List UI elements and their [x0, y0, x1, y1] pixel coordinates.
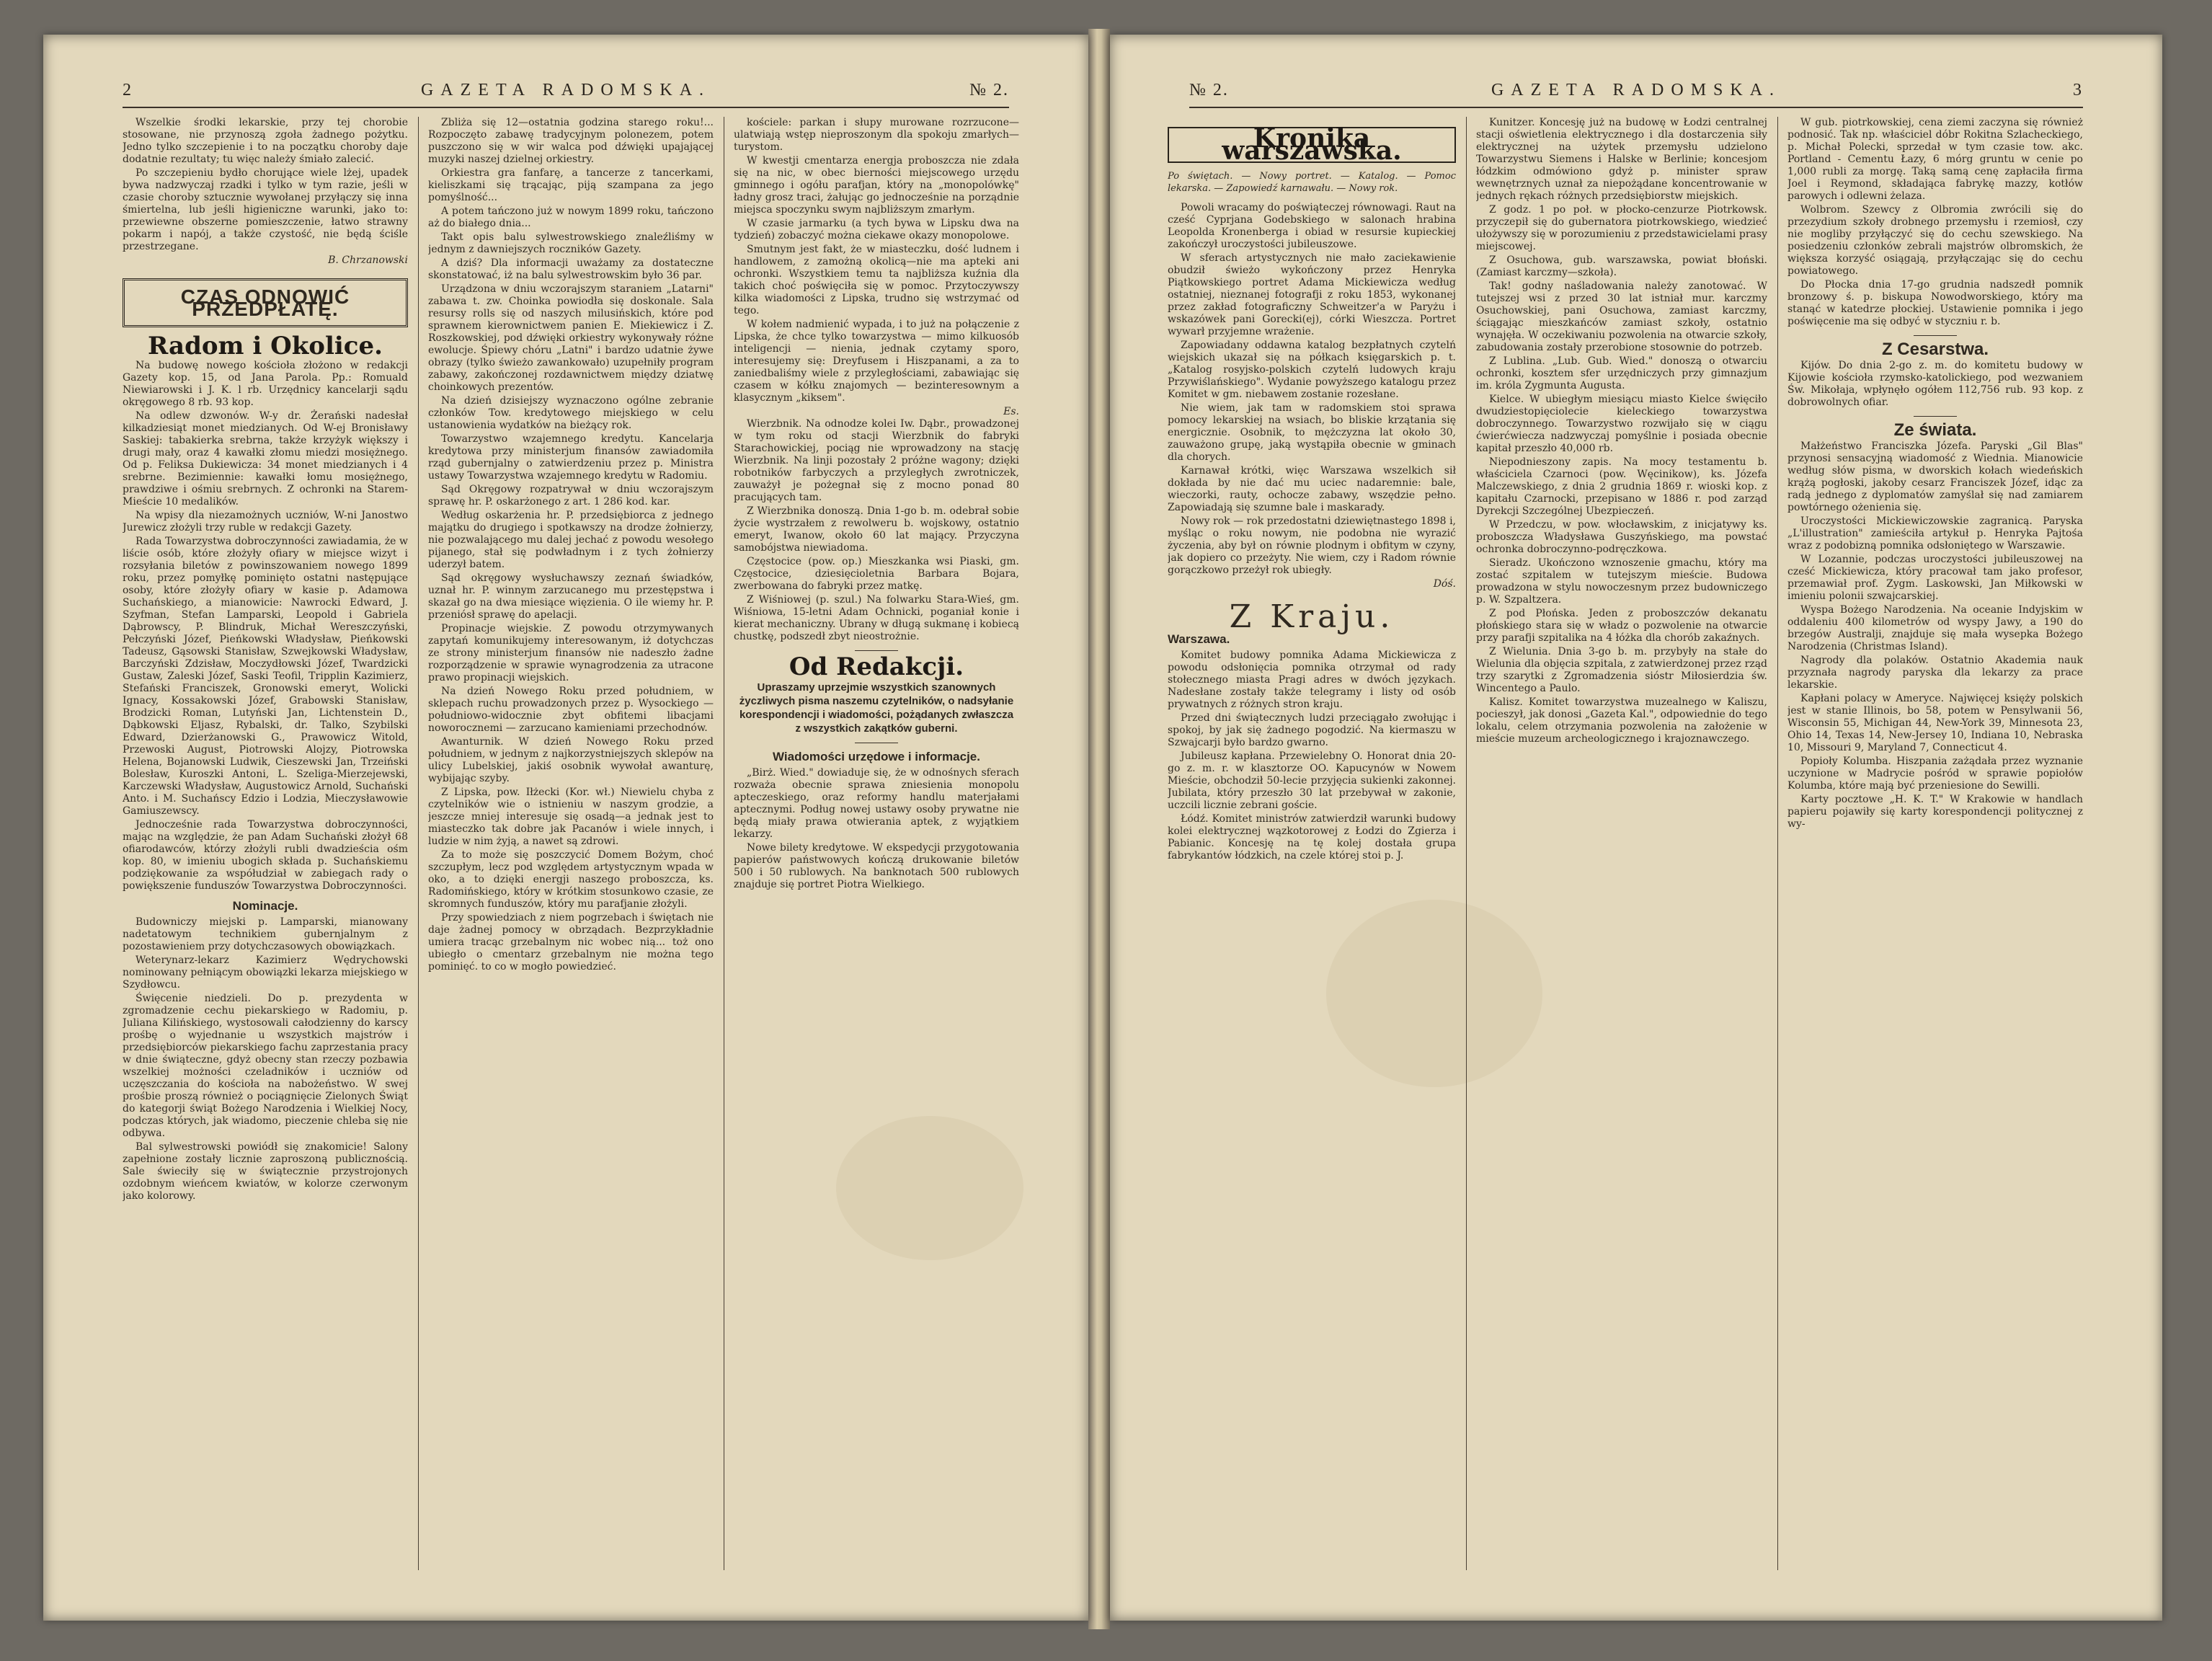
paragraph: Kijów. Do dnia 2-go z. m. do komitetu budowy w Kijowie kościoła rzymsko-katolickiego, pod wezwaniem Św. Mikołaja, wpłynęło ogółem 112,756 rub. 93 kop. z dobrowolnych ofiar. — [1787, 360, 2083, 408]
paragraph: Jubileusz kapłana. Przewielebny O. Honorat dnia 20-go z. m. r. w klasztorze OO. Kapucynów w Nowem Mieście, obchodził 50-lecie przyjęcia sukienki zakonnej. Jubilata, który przeszło 30 lat przebywał w zakonie, uczcili licznie zebrani goście. — [1168, 750, 1456, 811]
column-2 — [1476, 117, 1767, 1577]
paragraph: Sąd Okręgowy rozpatrywał w dniu wczorajszym sprawę hr. P. oskarżonego z art. 1 286 kod. kar. — [428, 484, 714, 508]
column-3 — [1787, 117, 2083, 1577]
paragraph: Tak! godny naśladowania należy zanotować. W tutejszej wsi z przed 30 lat istniał mur. karczmy Osuchowskiej, pani Osuchowa, zamiast karczmy, ściągając mieszkańców zamiast szkoły, ostatnio wynajęła. W oczekiwaniu pozwolenia na otwarcie szkoły, zabudowania zostały przerobione stosownie do potrzeb. — [1476, 280, 1767, 353]
paragraph: Z Wielunia. Dnia 3-go b. m. przybyły na stałe do Wielunia dla objęcia szpitala, z zatwierdzonej przez rząd trzy szarytki z Zgromadzenia sióstr Miłosierdzia św. Wincentego a Paulo. — [1476, 646, 1767, 694]
paragraph: Do Płocka dnia 17-go grudnia nadszedł pomnik bronzowy ś. p. biskupa Nowodworskiego, który ma stanąć w katedrze płockiej. Ustawienie pomnika i jego poświęcenie ma się odbyć w styczniu r. b. — [1787, 279, 2083, 327]
paragraph: Kunitzer. Koncesję już na budowę w Łodzi centralnej stacji oświetlenia elektrycznego i dla dostarczenia siły elektrycznej na użytek przemysłu udzielono Towarzystwu Siemens i Halske w Berlinie; koncesjom łódzkim odmówiono gdyż p. minister spraw wewnętrznych uznał za niepożądane koncentrowanie w jednych rękach różnych przedsiębiorstw miejskich. — [1476, 117, 1767, 202]
paragraph: Z Lipska, pow. Iłżecki (Kor. wł.) Niewielu chyba z czytelników wie o istnieniu w naszym grodzie, a jeszcze mniej interesuje się osadą—a jednak jest to miasteczko tak dobre jak Pacanów i wiele innych, i ludzie w nim żyją, a nawet są zdrowi. — [428, 787, 714, 847]
column-rule — [418, 117, 419, 1570]
running-head-left — [123, 78, 1009, 108]
column-2 — [428, 117, 714, 1577]
paragraph: Wszelkie środki lekarskie, przy tej chorobie stosowane, nie przynoszą zgoła żadnego pożytku. Jedno tylko szczepienie i to na początku choroby daje dodatnie rezultaty; tu więc należy śmiało zalecić. — [123, 117, 408, 165]
signature: Dóś. — [1433, 578, 1456, 590]
paragraph: Powoli wracamy do poświąteczej równowagi. Raut na cześć Cyprjana Godebskiego w salonach hrabina Leopolda Kronenberga i obiad w resursie kupieckiej zakończył uroczystości jubileuszowe. — [1168, 202, 1456, 250]
paragraph: Z godz. 1 po poł. w płocko-cenzurze Piotrkowsk. przyczepił się do gubernatora piotrkowskiego, wiedzieć ułożywszy się w porozumieniu z przedstawicielami prasy miejscowej. — [1476, 204, 1767, 252]
paragraph: W Przedczu, w pow. włocławskim, z inicjatywy ks. proboszcza Władysława Guszyńskiego, ma powstać ochronka dobroczynno-podręczkowa. — [1476, 519, 1767, 555]
section-heading-kronika: Kronika warszawska. — [1168, 127, 1456, 163]
paragraph: Karnawał krótki, więc Warszawa wszelkich sił dokłada by nie dać mu uciec nadaremnie: bale, wieczorki, rauty, ochocze zabawy, wszędzie pełno. Zapowiadają się szumne bale i maskarady. — [1168, 465, 1456, 513]
section-heading-kraj: Z Kraju. — [1229, 598, 1395, 635]
page-right — [1110, 35, 2162, 1621]
paragraph: Z Wierzbnika donoszą. Dnia 1-go b. m. odebrał sobie życie wystrzałem z rewolweru b. wojskowy, ostatnio emeryt, Iwanow, około 60 lat mający. Przyczyna samobójstwa niewiadoma. — [734, 505, 1019, 554]
section-heading-cesarstwo: Z Cesarstwa. — [1881, 340, 1989, 359]
paragraph: Z pod Płońska. Jeden z proboszczów dekanatu płońskiego stara się w władz o pozwolenie na otwarcie przy parafji szpitalika na 4 łóżka dla chorób zakaźnych. — [1476, 608, 1767, 644]
paragraph: Popioły Kolumba. Hiszpania zażądała przez wyznanie uczynione w Madrycie pośród w sprawie popiołów Kolumba, które mają być przeniesione do Sewilli. — [1787, 756, 2083, 792]
paragraph: Z Wiśniowej (p. szul.) Na folwarku Stara-Wieś, gm. Wiśniowa, 15-letni Adam Ochnicki, poganiał konie i kierat mechaniczny. Ubrany w długą sukmanę i kobiecą chustkę, podszedł zbyt nieostrożnie. — [734, 594, 1019, 642]
paragraph: Po szczepieniu bydło chorujące wiele lżej, upadek bywa nadzwyczaj rzadki i tylko w tym razie, jeśli w czasie choroby sztucznie wywołanej przyłączy się inna śmiertelna, lub jeśli higieniczne warunki, jako to: przewiewne obszerne pomieszczenie, łatwo strawny pokarm i napój, a także czystość, nie będą ściśle przestrzegane. — [123, 167, 408, 252]
paragraph: Małżeństwo Franciszka Józefa. Paryski „Gil Blas" przynosi sensacyjną wiadomość z Wiednia. Mianowicie według słów pisma, w dworskich kołach wiedeńskich krążą pogłoski, jakoby cesarz Franciszek Józef, idąc za radą jednego z dyplomatów zamyślał się nad zamiarem powtórnego ożenienia się. — [1787, 440, 2083, 513]
editorial-notice: Upraszamy uprzejmie wszystkich szanownych życzliwych pisma naszemu czytelników, o nadsyłanie korespondencji i wiadomości, pożądanych zwłaszcza z wszystkich zakątków guberni. — [739, 681, 1014, 735]
paragraph: Łódź. Komitet ministrów zatwierdził warunki budowy kolei elektrycznej wązkotorowej z Łodzi do Zgierza i Pabianic. Koncesję na tę kolej dostała grupa fabrykantów łódzkich, na czele której stoi p. J. — [1168, 813, 1456, 861]
paragraph: Wyspa Bożego Narodzenia. Na oceanie Indyjskim w oddaleniu 400 kilometrów od wyspy Jawy, a 190 do brzegów Australji, znajduje się mała wysepka Bożego Narodzenia (Christmas Island). — [1787, 604, 2083, 652]
paragraph: Sieradz. Ukończono wznoszenie gmachu, który ma zostać szpitalem w tutejszym mieście. Budowa prowadzona w stylu nowoczesnym przez budowniczego p. W. Szpaltzera. — [1476, 557, 1767, 606]
paragraph: Jednocześnie rada Towarzystwa dobroczynności, mając na względzie, że pan Adam Suchański złożył 68 ofiarodawców, którzy złożyli rubli dwadzieścia ośm kop. 80, w imieniu ubogich składa p. Suchańskiemu podziękowanie za współudział w zabiegach rady o powiększenie funduszów Towarzystwa Dobroczynności. — [123, 819, 408, 892]
paragraph: Smutnym jest fakt, że w miasteczku, dość ludnem i handlowem, z zamożną okolicą—nie ma apteki ani ochronki. Wszystkiem temu ta najbliższa kuźnia dla takich choć poświęciła się w pomoc. Przytoczywszy kilka wiadomości z Lipska, trudno się wstrzymać od tego. — [734, 244, 1019, 316]
paragraph: Takt opis balu sylwestrowskiego znaleźliśmy w jednym z dawniejszych roczników Gazety. — [428, 231, 714, 255]
paragraph: Urządzona w dniu wczorajszym staraniem „Latarni" zabawa t. zw. Choinka powiodła się doskonale. Sala resursy rolls się od naszych milusińskich, które pod sprawnem kierownictwem panien E. Miekiewicz i Z. Roszkowskiej, pod dźwięki orkiestry wykonywały różne ewolucje. Śpiewy chóru „Latni" i bardzo udatnie żywe obrazy (tylko świeżo zawankowało) uzupełniły program zabawy, zakończonej rozdawnictwem między dziatwę choinkowych prezentów. — [428, 283, 714, 393]
section-heading-redakcja: Od Redakcji. — [789, 652, 964, 681]
newspaper-title: GAZETA RADOMSKA. — [420, 81, 711, 99]
paragraph: Karty pocztowe „H. K. T." W Krakowie w handlach papieru pojawiły się karty korespondencji politycznej z wy- — [1787, 794, 2083, 830]
paragraph: Przy spowiedziach z niem pogrzebach i świętach nie daje żadnej pomocy w obrządach. Bezprzykładnie umiera tracąc grzebalnym nic wobec nią... toż ono ubiegło o cmentarz grzebalnym nie można tego pominięć. to co w mogło powiedzieć. — [428, 912, 714, 973]
paragraph: Nowy rok — rok przedostatni dziewiętnastego 1898 i, myśląc o roku nowym, nie podobna nie wyrazić życzenia, aby był on równie plodnym i obfitym w czyny, jak dopiero co przeżyty. Nie wiem, czy i Radom równie gorączkowo przeżył rok ubiegły. — [1168, 515, 1456, 576]
newspaper-title: GAZETA RADOMSKA. — [1491, 81, 1782, 99]
paragraph: Rada Towarzystwa dobroczynności zawiadamia, że w liście osób, które złożyły ofiary w miejsce wizyt i rozsyłania biletów z powinszowaniem nowego 1899 roku, przez pomyłkę pominięto ostatni następujące osoby, które złożyły ofiary w kasie p. Adamowa Suchańskiego, a mianowicie: Nawrocki Edward, J. Szyfman, Stefan Lamparski, Leopold i Gabriela Dąbrowscy, P. Blindruk, Michał Wereszczyński, Pełczyński Józef, Pieńkowski Władysław, Pieńkowski Tadeusz, Gąsowski Stanisław, Szwejkowski Władysław, Barczyński Zdzisław, Moczydłowski Józef, Twardzicki Gustaw, Zaleski Józef, Saski Teofil, Tripplin Kazimierz, Stefański Franciszek, Gronowski emeryt, Wolicki Ignacy, Kossakowski Józef, Grabowski Stanisław, Brodzicki Roman, Lutyński Jan, Lichtenstein D., Dąbkowski Eljasz, Rybalski, dr. Talko, Szybilski Edward, Dzierżanowski G., Prawowicz Witold, Przewoski August, Piotrowski Alojzy, Piotrowska Helena, Bojanowski Ludwik, Cieszewski Jan, Trzeiński Bolesław, Kuroszki Antoni, L. Szeliga-Mierzejewski, Karczewski Władysław, Augustowicz Arnold, Suchański Anto. i M. Suchańscy Edzio i Lodzia, Mieczysławowie Gamiuszewscy. — [123, 536, 408, 817]
page-number: 2 — [123, 81, 138, 99]
paragraph: W kołem nadmienić wypada, i to już na połączenie z Lipska, że chce tylko towarzystwa — mimo kilkuosób inteligencji — nienia, jednak czytamy sporo, interesujemy się: Dreyfusem i Hiszpanami, a za to zaniedbaliśmy wiele z przyległościami, zabawiając się czasem w kółku znajomych — bezinteresownym a klasycznym „kiksem". — [734, 319, 1019, 404]
issue-number: № 2. — [969, 81, 1009, 99]
paragraph: Nie wiem, jak tam w radomskiem stoi sprawa pomocy lekarskiej na wsiach, bo bliskie krzątania się energicznie. Osobnik, to mężczyzna lat około 30, zauważono grupę, jaką wystąpiła obecnie w gminach dla chorych. — [1168, 402, 1456, 463]
running-head-right — [1189, 78, 2083, 108]
issue-number: № 2. — [1189, 81, 1229, 99]
paragraph: Zbliża się 12—ostatnia godzina starego roku!... Rozpoczęto zabawę tradycyjnym polonezem, potem puszczono się w wir walca pod dźwięki upajającej muzyki naszej dzielnej orkiestry. — [428, 117, 714, 165]
signature: B. Chrzanowski — [328, 254, 408, 266]
subheading-official-news: Wiadomości urzędowe i informacje. — [773, 750, 980, 763]
column-rule — [1466, 117, 1467, 1570]
paragraph: Weterynarz-lekarz Kazimierz Wędrychowski nominowany pełniącym obowiązki lekarza miejskiego w Szydłowcu. — [123, 954, 408, 991]
paragraph: Na odlew dzwonów. W-y dr. Żerański nadesłał kilkadziesiąt monet miedzianych. Od W-ej Bronisławy Saskiej: tabakierka srebrna, także krzyżyk większy i drugi mały, oraz 4 kawałki złomu miedzi mosiężnego. Od p. Feliksa Dukiewicza: 34 monet miedzianych i 4 srebrne. Bezimiennie: kawałki łomu mosiężnego, prawdziwe i ośmiu srebrnych. Z ochronki na Starem-Mieście 10 medalików. — [123, 410, 408, 508]
section-heading-radom: Radom i Okolice. — [148, 332, 383, 360]
paragraph: Kapłani polacy w Ameryce. Najwięcej księży polskich jest w stanie Illinois, bo 58, potem w Pensylwanii 56, Wisconsin 55, Michigan 44, New-York 39, Minnesota 23, Ohio 14, Texas 14, New-Jersey 10, Indiana 10, Nebraska 10, Missouri 9, Maryland 7, Connecticut 4. — [1787, 693, 2083, 753]
paragraph: W kwestji cmentarza energja proboszcza nie zdała się na nic, w obec bierności miejscowego urzędu gminnego i ogółu parafjan, który na „monopolówkę" ładny grosz traci, żałując go jednocześnie na porządnie miejsca spoczynku swym najbliższym zmarłym. — [734, 155, 1019, 216]
divider — [1914, 416, 1957, 417]
book-spine — [1088, 29, 1110, 1629]
paragraph: Święcenie niedzieli. Do p. prezydenta w zgromadzenie cechu piekarskiego w Radomiu, p. Juliana Kilińskiego, wystosowali całodzienny do karscy prośbę o wyjednanie u wszystkich majstrów i przedsiębiorców piekarskiego fachu zaprzestania pracy w dnie świąteczne, gdyż obecny stan rzeczy pozbawia wszelkiej możności czeladników i uczniów od uczęszczania do kościoła na nabożeństwo. W swej prośbie proszą również o pociągnięcie Zielonych Świąt do kategorji świąt Bożego Narodzenia i Wielkiej Nocy, podczas których, jak wiadomo, pieczenie chleba się nie odbywa. — [123, 993, 408, 1139]
paragraph: Awanturnik. W dzień Nowego Roku przed południem, w jednym z najkorzystniejszych sklepów na ulicy Lubelskiej, jakiś osobnik wywołał awanturę, wybijając szyby. — [428, 736, 714, 784]
column-1 — [123, 117, 408, 1577]
paragraph: Z Lublina. „Lub. Gub. Wied." donoszą o otwarciu ochronki, kosztem sfer urzędniczych przy gimnazjum im. króla Zygmunta Augusta. — [1476, 355, 1767, 391]
column-3 — [734, 117, 1019, 1577]
paragraph: Uroczystości Mickiewiczowskie zagranicą. Paryska „L'illustration" zamieściła artykuł p. Henryka Pajtośa wraz z podobizną pomnika odsłoniętego w Warszawie. — [1787, 515, 2083, 552]
column-1 — [1168, 117, 1456, 1577]
paragraph: Wierzbnik. Na odnodze kolei Iw. Dąbr., prowadzonej w tym roku od stacji Wierzbnik do fabryki Starachowickiej, pociąg nie wprowadzony na stację Wierzbnik. Na linji pozostały 2 próżne wagony; dzięki robotników farbyczych a przyległych zwrotniczek, zauważył je pożegnał się z mocno ponad 80 pracujących tam. — [734, 418, 1019, 503]
paragraph: Na dzień Nowego Roku przed południem, w sklepach ruchu prowadzonych przez p. Wysockiego —południowo-widocznie zbyt obfitemi libacjami noworocznemi — zarzucano kamieniami przechodnów. — [428, 686, 714, 734]
paragraph: Nowe bilety kredytowe. W ekspedycji przygotowania papierów państwowych kończą drukowanie biletów 500 i 50 rublowych. Na banknotach 500 rublowych znajduje się portret Piotra Wielkiego. — [734, 842, 1019, 890]
paragraph: W Lozannie, podczas uroczystości jubileuszowej na cześć Mickiewicza, który pracował tam jako profesor, przemawiał prof. Zygm. Laskowski, Jan Miłkowski w imieniu polonii szwajcarskiej. — [1787, 554, 2083, 602]
section-heading-swiat: Ze świata. — [1893, 420, 1977, 440]
paragraph: Kielce. W ubiegłym miesiącu miasto Kielce święciło dwudziestopięciolecie kieleckiego towarzystwa dobroczynnego. Towarzystwo rozwijało się w ciągu ćwierćwiecza nadzwyczaj pomyślnie i posiada obecnie kapitał przeszło 40,000 rb. — [1476, 394, 1767, 454]
signature: Es. — [1003, 406, 1019, 417]
page-left — [43, 35, 1088, 1621]
paragraph: Na wpisy dla niezamożnych uczniów, W-ni Janostwo Jurewicz złożyli trzy ruble w redakcji Gazety. — [123, 510, 408, 533]
paragraph: Budowniczy miejski p. Lamparski, mianowany nadetatowym technikiem gubernjalnym z pozostawieniem przy dotychczasowych obowiązkach. — [123, 916, 408, 952]
subheading-nominations: Nominacje. — [232, 899, 298, 913]
paragraph: Kalisz. Komitet towarzystwa muzealnego w Kaliszu, pocieszył, jak donosi „Gazeta Kal.", odpowiednie do tego lokalu, celem otrzymania pozwolenia na założenie w mieście muzeum archeologicznego i krajoznawczego. — [1476, 696, 1767, 745]
paragraph: Na budowę nowego kościoła złożono w redakcji Gazety kop. 15, od Jana Parola. Pp.: Romuald Niewiarowski i J. K. l rb. Urzędnicy kancelarji sądu okręgowego 8 rb. 93 kop. — [123, 360, 408, 408]
paragraph: Orkiestra gra fanfarę, a tancerze z tancerkami, kieliszkami się trącając, piją szampana za jego pomyślność... — [428, 167, 714, 203]
paragraph: Zapowiadany oddawna katalog bezpłatnych czytelń wiejskich ukazał się na półkach księgarskich p. t. „Katalog rosyjsko-polskich czytelń ludowych kraju Przywiślańskiego". Wydanie powyższego katalogu przez Komitet w gm. niebawem zostanie rozesłane. — [1168, 340, 1456, 400]
paragraph: Częstocice (pow. op.) Mieszkanka wsi Piaski, gm. Częstocice, dziesięcioletnia Barbara Bojara, zwerbowana do fabryki przez matkę. — [734, 556, 1019, 592]
subheading-warszawa: Warszawa. — [1168, 632, 1230, 646]
paragraph: Towarzystwo wzajemnego kredytu. Kancelarja kredytowa przy ministerjum finansów zawiadomiła rząd gubernjalny o zatwierdzeniu przez p. Ministra ustawy Towarzystwa wzajemnego kredytu w Radomiu. — [428, 433, 714, 482]
divider — [1914, 335, 1957, 336]
subscription-renewal-box: CZAS ODNOWIĆ PRZEDPŁATĘ. — [123, 278, 408, 327]
paragraph: W sferach artystycznych nie mało zaciekawienie obudził świeżo wykończony przez Henryka Piątkowskiego portret Adama Mickiewicza według ostatniej, nieznanej fotografji z roku 1853, wykonanej przez zakład fotograficzny Schweitzer'a w Paryżu i wskazówek pani Gorecki(ej), córki Wieszcza. Portret wywarł przyjemne wrażenie. — [1168, 252, 1456, 337]
paragraph: Propinacje wiejskie. Z powodu otrzymywanych zapytań komunikujemy interesowanym, iż dotychczas ze strony ministerjum finansów nie nadeszło żadne rozporządzenie w sprawie wynagrodzenia za utracone prawo propinacji wiejskich. — [428, 623, 714, 683]
paragraph: kościele: parkan i słupy murowane rozrzucone—ulatwiają wstęp nieproszonym dla spokoju zmarłych—turystom. — [734, 117, 1019, 153]
section-summary: Po świętach. — Nowy portret. — Katalog. — Pomoc lekarska. — Zapowiedź karnawału. — Nowy rok. — [1168, 171, 1456, 194]
paragraph: Nagrody dla polaków. Ostatnio Akademia nauk przyznała nagrody paryska dla lekarzy za prace lekarskie. — [1787, 655, 2083, 691]
column-rule — [1777, 117, 1778, 1570]
divider — [855, 650, 898, 651]
paragraph: Według oskarżenia hr. P. przedsiębiorca z jednego majątku do drugiego i spotkawszy na drodze żołnierzy, nie pozwalającego mu dalej jechać z powodu wesołego pijanego, stał się podwładnym i z tych żołnierzy uderzył batem. — [428, 510, 714, 570]
paragraph: „Birż. Wied." dowiaduje się, że w odnośnych sferach rozważa obecnie sprawa zniesienia monopolu apteczeskiego, oraz reformy handlu materjałami aptecznymi. Podług nowej ustawy osoby prywatne nie będą miały prawa otwierania aptek, z wyjątkiem lekarzy. — [734, 767, 1019, 840]
paragraph: A potem tańczono już w nowym 1899 roku, tańczono aż do białego dnia... — [428, 205, 714, 229]
paragraph: Komitet budowy pomnika Adama Mickiewicza z powodu odsłonięcia pomnika otrzymał od rady stołecznego miasta Pragi adres w dwóch językach. Nadesłane zostały także telegramy i listy od osób prywatnych z różnych stron kraju. — [1168, 650, 1456, 710]
paragraph: Z Osuchowa, gub. warszawska, powiat błoński. (Zamiast karczmy—szkoła). — [1476, 254, 1767, 278]
paragraph: Niepodnieszony zapis. Na mocy testamentu b. właściciela Czarnoci (pow. Węcinikow), ks. Józefa Malczewskiego, z dnia 2 grudnia 1869 r. wioski kop. z kapitału Czarnocki, przepisano w 1886 r. pod zarząd Dyrekcji Szczególnej Ubezpieczeń. — [1476, 456, 1767, 517]
paragraph: Za to może się poszczycić Domem Bożym, choć szczupłym, lecz pod względem artystycznym wpada w oko, a to dzięki energji naszego proboszcza, ks. Radomińskiego, który w krótkim stosunkowo czasie, ze skromnych funduszów, który mu parafjanie złożyli. — [428, 849, 714, 910]
paragraph: W gub. piotrkowskiej, cena ziemi zaczyna się również podnosić. Tak np. właściciel dóbr Rokitna Szlacheckiego, p. Michał Polecki, sprzedał w tym czasie tow. akc. Portland - Cementu Łazy, 6 mórg gruntu w cenie po 1,000 rubli za morgę. Taką samą cenę zapłaciła firma Joel i Reymond, składająca fabrykę mazzy, kotłów parowych i odlewni żelaza. — [1787, 117, 2083, 202]
paragraph: Na dzień dzisiejszy wyznaczono ogólne zebranie członków Tow. kredytowego miejskiego w celu ustanowienia wydatków na bieżący rok. — [428, 395, 714, 431]
paragraph: Sąd okręgowy wysłuchawszy zeznań świadków, uznał hr. P. winnym zarzucanego mu przestępstwa i skazał go na dwa miesiące więzienia. O ile wiemy hr. P. przeniósł sprawę do apelacji. — [428, 572, 714, 621]
paragraph: Bal sylwestrowski powiódł się znakomicie! Salony zapełnione zostały licznie zaproszoną publicznością. Sale świeciły się w świątecznie przystrojonych ozdobnym wieńcem kwiatów, w kolorze czerwonym jako kolorowy. — [123, 1141, 408, 1202]
page-number: 3 — [2073, 81, 2083, 99]
paragraph: W czasie jarmarku (a tych bywa w Lipsku dwa na tydzień) zobaczyć można ciekawe okazy monopolowe. — [734, 218, 1019, 242]
paragraph: Wolbrom. Szewcy z Olbromia zwrócili się do przezydium szkoły drobnego przemysłu i rzemiosł, czy nie mogliby przyłączyć się do cechu szewskiego. Na posiedzeniu członków zebrali majstrów olbromskich, że większa korzyść osiągają, przyłączając się do cechu powiatowego. — [1787, 204, 2083, 277]
paragraph: A dziś? Dla informacji uważamy za dostateczne skonstatować, iż na balu sylwestrowskim było 36 par. — [428, 257, 714, 281]
paragraph: Przed dni świątecznych ludzi przeciągało zwołując i spokoj, by jak się żadnego pogodzić. Na kiermaszu w Szwajcarji było bardzo gwarno. — [1168, 712, 1456, 748]
